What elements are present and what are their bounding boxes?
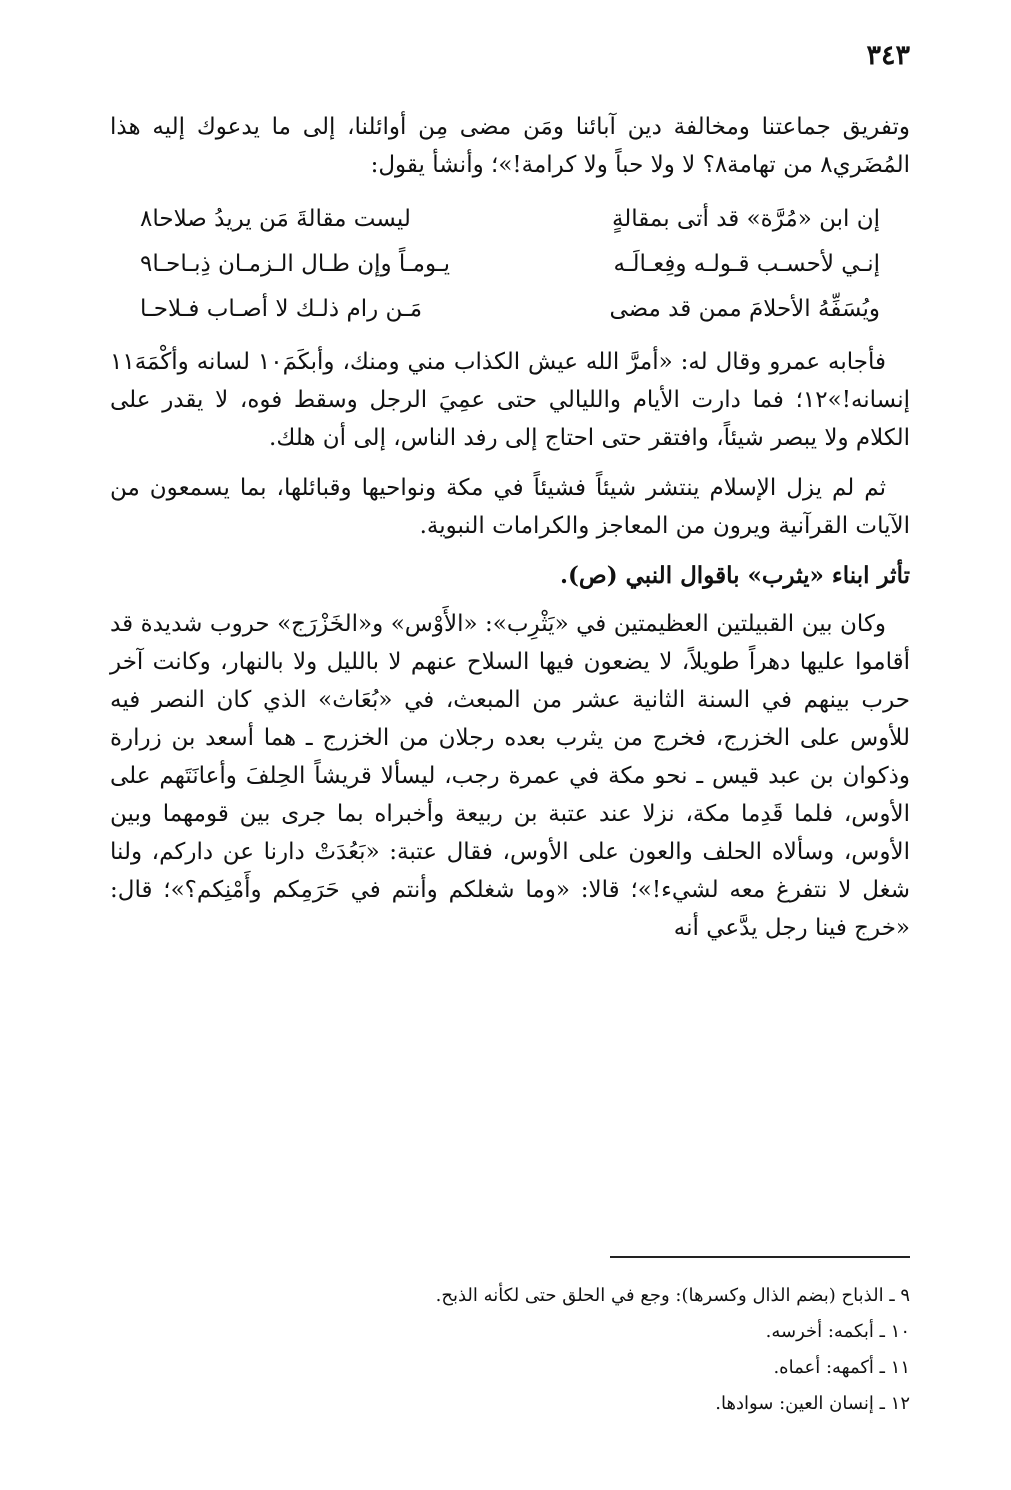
verse-second-hemistich: مَـن رام ذلـك لا أصـاب فـلاحـا bbox=[140, 295, 423, 322]
footnote-10: ١٠ ـ أبكمه: أخرسه. bbox=[765, 1321, 910, 1342]
footnote-divider bbox=[610, 1256, 910, 1258]
paragraph-aws-khazraj: وكان بين القبيلتين العظيمتين في «يَثْرِب»: «الأَوْس» و«الخَزْرَج» حروب شديدة قد أقاموا عليها دهراً طويلاً، لا يضعون فيها السلاح عنهم لا بالليل ولا بالنهار، وكانت آخر حرب بينهم في السنة الثانية عشر من المبعث، في «بُعَاث» الذي كان النصر فيه للأوس على الخزرج، فخرج من يثرب بعده رجلان من الخزرج ـ هما أسعد بن زرارة وذكوان بن عبد قيس ـ نحو مكة في عمرة رجب، ليسألا قريشاً الحِلفَ وأعانَتَهم على الأوس، فلما قَدِما مكة، نزلا عند عتبة بن ربيعة وأخبراه بما جرى بين قومهما وبين الأوس، وسألاه الحلف والعون على الأوس، فقال عتبة: «بَعُدَتْ دارنا عن داركم، ولنا شغل لا نتفرغ معه لشيء!»؛ قالا: «وما شغلكم وأنتم في حَرَمِكم وأَمْنِكم؟»؛ قال: «خرج فينا رجل يدَّعي أنه bbox=[110, 611, 910, 941]
footnote-9: ٩ ـ الذباح (بضم الذال وكسرها): وجع في الحلق حتى لكأنه الذبح. bbox=[435, 1285, 910, 1306]
footnote-11: ١١ ـ أكمهه: أعماه. bbox=[773, 1357, 910, 1378]
paragraph-islam-spread: ثم لم يزل الإسلام ينتشر شيئاً فشيئاً في مكة ونواحيها وقبائلها، بما يسمعون من الآيات القرآنية ويرون من المعاجز والكرامات النبوية. bbox=[110, 475, 910, 539]
poem-verse bbox=[140, 241, 880, 286]
poem-verse bbox=[140, 286, 880, 331]
poem bbox=[140, 196, 880, 331]
verse-first-hemistich: إنـي لأحسـب قـولـه وفِعـالَـه bbox=[613, 250, 880, 277]
paragraph-amr-reply: فأجابه عمرو وقال له: «أمرَّ الله عيش الكذاب مني ومنك، وأبكَمَ١٠ لسانه وأكْمَهَ١١ إنسانه!»١٢؛ فما دارت الأيام والليالي حتى عمِيَ الرجل وسقط فوه، لا يقدر على الكلام ولا يبصر شيئاً، وافتقر حتى احتاج إلى رفد الناس، إلى أن هلك. bbox=[110, 349, 910, 451]
page-number: ٣٤٣ bbox=[866, 40, 910, 71]
footnotes bbox=[110, 1278, 910, 1422]
main-text bbox=[110, 108, 910, 959]
verse-first-hemistich: ويُسَفِّهُ الأحلامَ ممن قد مضى bbox=[609, 295, 880, 322]
section-heading: تأثر ابناء «يثرب» باقوال النبي (ص). bbox=[560, 562, 910, 589]
verse-first-hemistich: إن ابن «مُرَّة» قد أتى بمقالةٍ bbox=[611, 205, 880, 232]
verse-second-hemistich: ليست مقالةَ مَن يريدُ صلاحا٨ bbox=[140, 205, 411, 232]
poem-verse bbox=[140, 196, 880, 241]
paragraph-intro: وتفريق جماعتنا ومخالفة دين آبائنا ومَن مضى مِن أوائلنا، إلى ما يدعوك إليه هذا المُضَري٨ من تهامة٨؟ لا ولا حباً ولا كرامة!»؛ وأنشأ يقول: bbox=[110, 114, 910, 178]
verse-second-hemistich: يـومـاً وإن طـال الـزمـان ذِبـاحـا٩ bbox=[140, 250, 450, 277]
footnote-12: ١٢ ـ إنسان العين: سوادها. bbox=[715, 1393, 910, 1414]
